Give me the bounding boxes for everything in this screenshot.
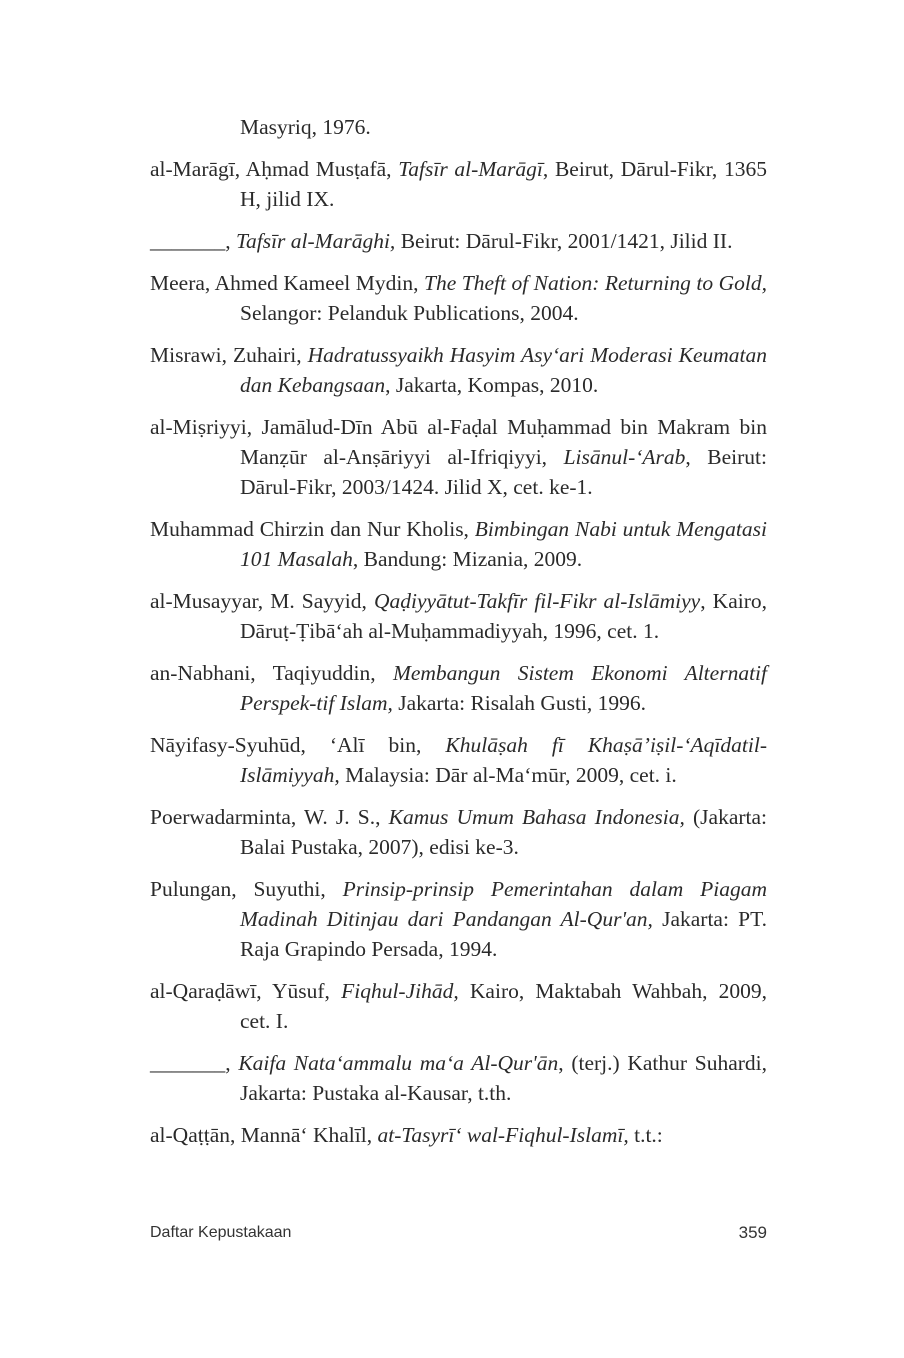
bibliography-entry: al-Musayyar, M. Sayyid, Qaḍiyyātut-Takfīr fil-Fikr al-Islāmiyy, Kairo, Dāruṭ-Ṭibā‘ah al-Muḥammadiyyah, 1996, cet. 1.	[150, 589, 768, 643]
bibliography-entry: Meera, Ahmed Kameel Mydin, The Theft of Nation: Returning to Gold, Selangor: Pelanduk Publications, 2004.	[150, 271, 767, 325]
work-title: at-Tasyrī‘ wal-Fiqhul-Islamī,	[377, 1123, 629, 1147]
work-title: Prinsip-prinsip Pemerintahan dalam Piagam Madinah Ditinjau dari Pandangan Al-Qur'an,	[240, 877, 767, 931]
bibliography-entry: Misrawi, Zuhairi, Hadratussyaikh Hasyim Asy‘ari Moderasi Keumatan dan Kebangsaan, Jakarta, Kompas, 2010.	[150, 343, 767, 397]
work-title: Khulāṣah fī Khaṣā’iṣil-‘Aqīdatil-Islāmiyyah,	[240, 733, 767, 787]
bibliography-entry: _______, Kaifa Nata‘ammalu ma‘a Al-Qur'ān, (terj.) Kathur Suhardi, Jakarta: Pustaka al-Kausar, t.th.	[150, 1051, 768, 1105]
bibliography-list	[150, 112, 767, 1162]
bibliography-entry: Nāyifasy-Syuhūd, ‘Alī bin, Khulāṣah fī Khaṣā’iṣil-‘Aqīdatil-Islāmiyyah, Malaysia: Dār al-Ma‘mūr, 2009, cet. i.	[150, 733, 767, 787]
work-title: The Theft of Nation: Returning to Gold,	[423, 271, 767, 295]
bibliography-entry: Masyriq, 1976.	[240, 115, 371, 139]
work-title: Bimbingan Nabi untuk Mengatasi 101 Masalah	[240, 517, 767, 571]
bibliography-entry: al-Qaṭṭān, Mannā‘ Khalīl, at-Tasyrī‘ wal-Fiqhul-Islamī, t.t.:	[150, 1123, 663, 1147]
bibliography-entry: al-Qaraḍāwī, Yūsuf, Fiqhul-Jihād, Kairo, Maktabah Wahbah, 2009, cet. I.	[150, 979, 767, 1033]
bibliography-entry: Poerwadarminta, W. J. S., Kamus Umum Bahasa Indonesia, (Jakarta: Balai Pustaka, 2007), edisi ke-3.	[150, 805, 768, 859]
work-title: Kamus Umum Bahasa Indonesia,	[388, 805, 685, 829]
bibliography-entry: al-Marāgī, Aḥmad Musṭafā, Tafsīr al-Marāgī, Beirut, Dārul-Fikr, 1365 H, jilid IX.	[150, 157, 767, 211]
bibliography-entry: Pulungan, Suyuthi, Prinsip-prinsip Pemerintahan dalam Piagam Madinah Ditinjau dari Pandangan Al-Qur'an, Jakarta: PT. Raja Grapindo Persada, 1994.	[150, 877, 767, 961]
work-title: Qaḍiyyātut-Takfīr fil-Fikr al-Islāmiyy	[373, 589, 701, 613]
work-title: Kaifa Nata‘ammalu ma‘a Al-Qur'ān	[238, 1051, 559, 1075]
page-number: 359	[738, 1223, 767, 1242]
bibliography-entry: an-Nabhani, Taqiyuddin, Membangun Sistem Ekonomi Alternatif Perspek-tif Islam, Jakarta: Risalah Gusti, 1996.	[150, 661, 767, 715]
footer-section-title: Daftar Kepustakaan	[150, 1224, 292, 1241]
work-title: Lisānul-‘Arab	[563, 445, 686, 469]
work-title: Tafsīr al-Marāghi,	[236, 229, 396, 253]
page-footer	[150, 1222, 767, 1250]
bibliography-entry: _______, Tafsīr al-Marāghi, Beirut: Dārul-Fikr, 2001/1421, Jilid II.	[150, 229, 733, 253]
work-title: Hadratussyaikh Hasyim Asy‘ari Moderasi Keumatan dan Kebangsaan	[240, 343, 767, 397]
work-title: Membangun Sistem Ekonomi Alternatif Perspek-tif Islam,	[240, 661, 767, 715]
work-title: Fiqhul-Jihād,	[341, 979, 459, 1003]
bibliography-entry: Muhammad Chirzin dan Nur Kholis, Bimbingan Nabi untuk Mengatasi 101 Masalah, Bandung: Mizania, 2009.	[150, 517, 767, 571]
bibliography-entry: al-Miṣriyyi, Jamālud-Dīn Abū al-Faḍal Muḥammad bin Makram bin Manẓūr al-Anṣāriyyi al-Ifriqiyyi, Lisānul-‘Arab, Beirut: Dārul-Fikr, 2003/1424. Jilid X, cet. ke-1.	[150, 415, 768, 499]
work-title: Tafsīr al-Marāgī	[398, 157, 543, 181]
